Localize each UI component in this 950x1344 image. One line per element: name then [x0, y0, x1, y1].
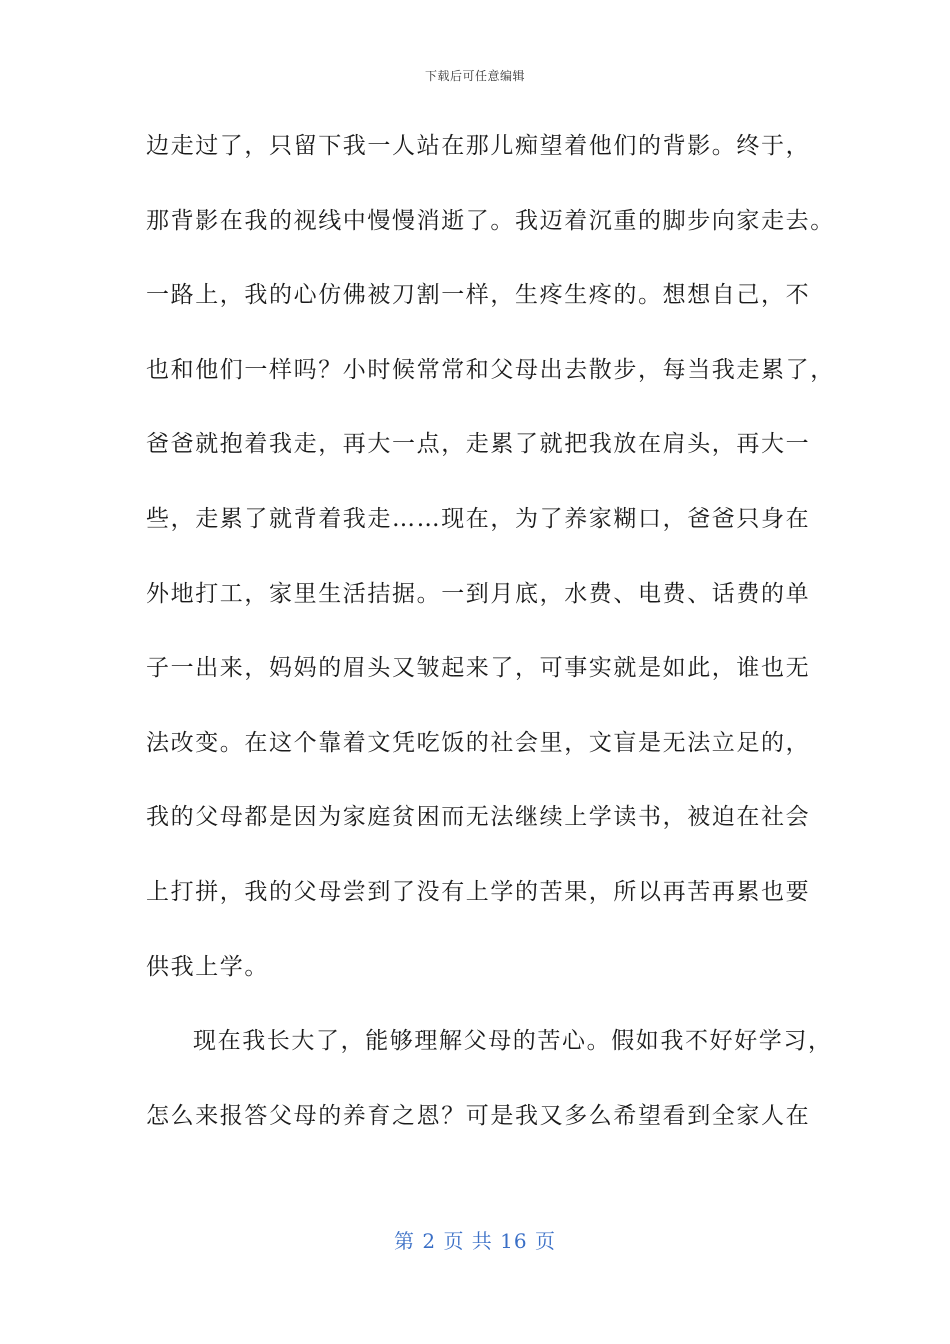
text-line: 些，走累了就背着我走……现在，为了养家糊口，爸爸只身在: [146, 505, 811, 532]
page-header: 下载后可任意编辑: [424, 69, 525, 83]
text-line: 外地打工，家里生活拮据。一到月底，水费、电费、话费的单: [146, 580, 811, 607]
text-line: 一路上，我的心仿佛被刀割一样，生疼生疼的。想想自己，不: [146, 282, 811, 309]
text-line: 爸爸就抱着我走，再大一点，走累了就把我放在肩头，再大一: [146, 431, 811, 458]
text-line: 也和他们一样吗？小时候常常和父母出去散步，每当我走累了，: [146, 356, 835, 383]
text-line: 我的父母都是因为家庭贫困而无法继续上学读书，被迫在社会: [146, 804, 811, 831]
text-line: 法改变。在这个靠着文凭吃饭的社会里，文盲是无法立足的，: [146, 729, 811, 756]
text-line: 那背影在我的视线中慢慢消逝了。我迈着沉重的脚步向家走去。: [146, 207, 835, 234]
page-number-footer: 第 2 页 共 16 页: [394, 1229, 556, 1253]
text-line: 边走过了，只留下我一人站在那儿痴望着他们的背影。终于，: [146, 133, 811, 159]
text-line: 供我上学。: [146, 953, 269, 980]
document-body: [146, 124, 835, 1168]
text-line: 子一出来，妈妈的眉头又皱起来了，可事实就是如此，谁也无: [146, 655, 811, 682]
text-line: 上打拼，我的父母尝到了没有上学的苦果，所以再苦再累也要: [146, 878, 811, 905]
paragraph-first-line: 现在我长大了，能够理解父母的苦心。假如我不好好学习，: [193, 1028, 833, 1055]
text-line: 怎么来报答父母的养育之恩？可是我又多么希望看到全家人在: [146, 1102, 811, 1129]
